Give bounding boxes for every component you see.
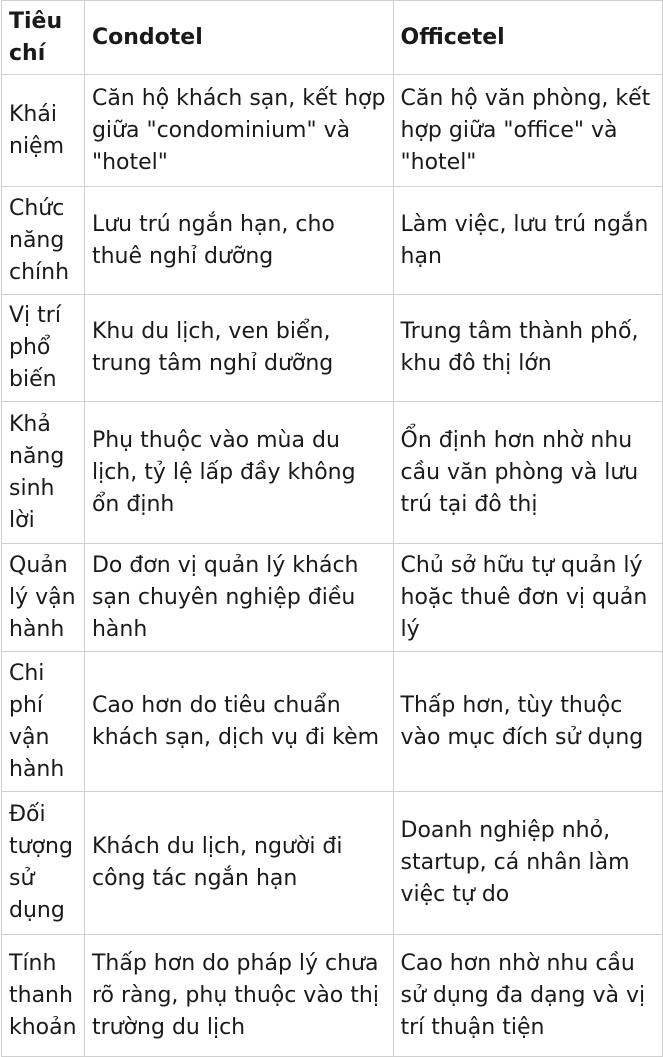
table-row [2,792,663,935]
header-criteria: Tiêu chí [2,1,85,75]
table-row [2,187,663,295]
row-condotel-cell: Căn hộ khách sạn, kết hợp giữa "condominium" và "hotel" [84,75,393,187]
row-criteria: Khả năng sinh lời [2,402,85,544]
table-row [2,75,663,187]
comparison-table [1,0,663,1057]
row-officetel-cell: Cao hơn nhờ nhu cầu sử dụng đa dạng và vị trí thuận tiện [393,935,662,1057]
table-header-row [2,1,663,75]
row-officetel-cell: Trung tâm thành phố, khu đô thị lớn [393,295,662,402]
row-criteria: Khái niệm [2,75,85,187]
row-officetel-cell: Ổn định hơn nhờ nhu cầu văn phòng và lưu trú tại đô thị [393,402,662,544]
row-condotel-cell: Lưu trú ngắn hạn, cho thuê nghỉ dưỡng [84,187,393,295]
row-criteria: Vị trí phổ biến [2,295,85,402]
table-row [2,935,663,1057]
table-row [2,402,663,544]
row-condotel-cell: Cao hơn do tiêu chuẩn khách sạn, dịch vụ đi kèm [84,652,393,792]
row-criteria: Quản lý vận hành [2,544,85,652]
row-condotel-cell: Phụ thuộc vào mùa du lịch, tỷ lệ lấp đầy không ổn định [84,402,393,544]
header-condotel: Condotel [84,1,393,75]
header-officetel: Officetel [393,1,662,75]
row-officetel-cell: Thấp hơn, tùy thuộc vào mục đích sử dụng [393,652,662,792]
row-officetel-cell: Căn hộ văn phòng, kết hợp giữa "office" và "hotel" [393,75,662,187]
table-row [2,544,663,652]
row-officetel-cell: Làm việc, lưu trú ngắn hạn [393,187,662,295]
row-condotel-cell: Thấp hơn do pháp lý chưa rõ ràng, phụ thuộc vào thị trường du lịch [84,935,393,1057]
table-row [2,295,663,402]
table-row [2,652,663,792]
row-criteria: Chức năng chính [2,187,85,295]
row-criteria: Chi phí vận hành [2,652,85,792]
row-criteria: Đối tượng sử dụng [2,792,85,935]
row-condotel-cell: Do đơn vị quản lý khách sạn chuyên nghiệp điều hành [84,544,393,652]
row-criteria: Tính thanh khoản [2,935,85,1057]
row-condotel-cell: Khu du lịch, ven biển, trung tâm nghỉ dưỡng [84,295,393,402]
row-officetel-cell: Doanh nghiệp nhỏ, startup, cá nhân làm việc tự do [393,792,662,935]
row-condotel-cell: Khách du lịch, người đi công tác ngắn hạn [84,792,393,935]
row-officetel-cell: Chủ sở hữu tự quản lý hoặc thuê đơn vị quản lý [393,544,662,652]
